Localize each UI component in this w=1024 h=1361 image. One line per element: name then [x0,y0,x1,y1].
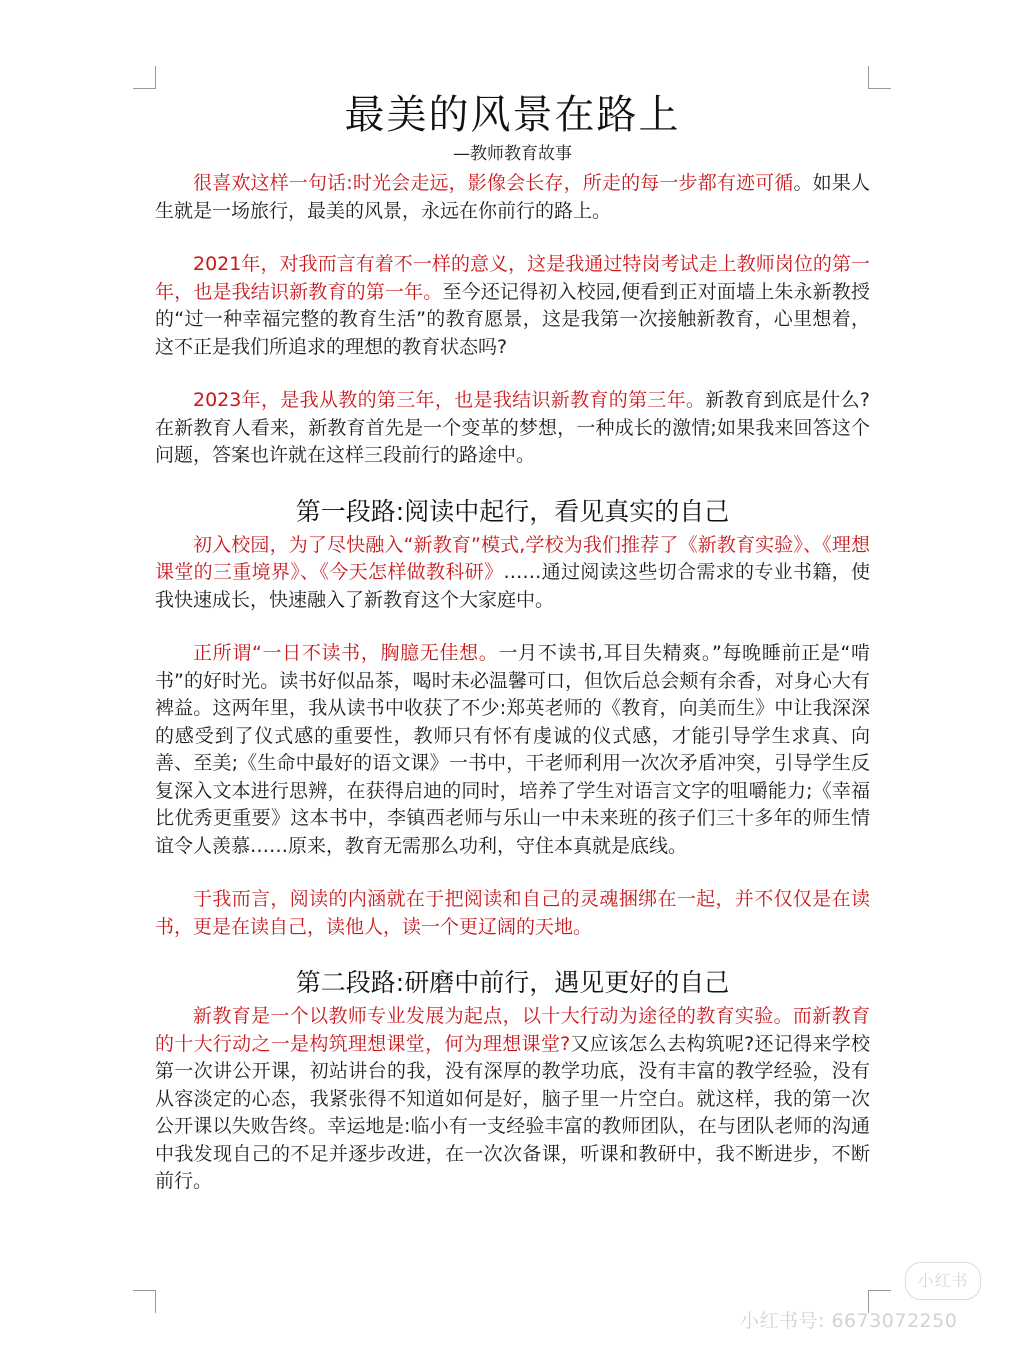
crop-mark-bottom-left [133,1290,156,1313]
intro-paragraph-1 [155,170,870,225]
intro-paragraph-2 [155,251,870,361]
body-text: 又应该怎么去构筑呢?还记得来学校第一次讲公开课，初站讲台的我，没有深厚的教学功底，没有丰富的教学经验，没有从容淡定的心态，我紧张得不知道如何是好，脑子里一片空白。就这样，我的第一次公开课以失败告终。幸运地是:临小有一支经验丰富的教师团队，在与团队老师的沟通中我发现自己的不足并逐步改进，在一次次备课，听课和教研中，我不断进步，不断前行。 [155,1032,870,1192]
section-2-title: 第二段路:研磨中前行，遇见更好的自己 [295,968,730,997]
xiaohongshu-logo-watermark: 小红书 [905,1262,981,1300]
body-text: 。如果人生就是一场旅行，最美的风景，永远在你前行的路上。 [155,172,870,222]
highlight-text: 2021年，对我而言有着不一样的意义，这是我通过特岗考试走上教师岗位的第一年，也是我结识新教育的第一年。 [155,253,870,303]
xiaohongshu-id-watermark: 小红书号: 6673072250 [740,1310,958,1332]
highlight-text: 2023年，是我从教的第三年，也是我结识新教育的第三年。 [193,389,706,411]
section-1-paragraph-1 [155,532,870,615]
highlight-text: 于我而言，阅读的内涵就在于把阅读和自己的灵魂捆绑在一起，并不仅仅是在读书，更是在读自己，读他人，读一个更辽阔的天地。 [155,888,870,938]
body-text: 一月不读书,耳目失精爽。”每晚睡前正是“啃书”的好时光。读书好似品茶，喝时未必温馨可口，但饮后总会颊有余香，对身心大有裨益。这两年里，我从读书中收获了不少:郑英老师的《教育，向美而生》中让我深深的感受到了仪式感的重要性，教师只有怀有虔诚的仪式感，才能引导学生求真、向善、至美;《生命中最好的语文课》一书中，干老师利用一次次矛盾冲突，引导学生反复深入文本进行思辨，在获得启迪的同时，培养了学生对语言文字的咀嚼能力;《幸福比优秀更重要》这本书中，李镇西老师与乐山一中未来班的孩子们三十多年的师生情谊令人羡慕……原来，教育无需那么功利，守住本真就是底线。 [155,642,870,857]
highlight-text: 新教育是一个以教师专业发展为起点，以十大行动为途径的教育实验。而新教育的十大行动之一是构筑理想课堂，何为理想课堂? [155,1005,870,1055]
section-1-title: 第一段路:阅读中起行，看见真实的自己 [295,496,730,526]
intro-paragraph-3 [155,387,870,470]
highlight-text: 正所谓“一日不读书，胸臆无佳想。 [193,642,499,664]
crop-mark-top-right [868,66,891,89]
body-text: ……通过阅读这些切合需求的专业书籍，使我快速成长，快速融入了新教育这个大家庭中。 [155,561,870,611]
document-title: 最美的风景在路上 [344,92,681,138]
section-2-paragraph-1 [155,1003,870,1196]
section-1-paragraph-2 [155,640,870,860]
highlight-text: 初入校园，为了尽快融入“新教育”模式,学校为我们推荐了《新教育实验》、《理想课堂的三重境界》、《今天怎样做教科研》 [155,533,870,583]
body-text: 新教育到底是什么?在新教育人看来，新教育首先是一个变革的梦想，一种成长的激情;如果我来回答这个问题，答案也许就在这样三段前行的路途中。 [155,389,871,466]
document-subtitle: —教师教育故事 [453,144,572,164]
highlight-text: 很喜欢这样一句话:时光会走远，影像会长存，所走的每一步都有迹可循 [193,172,794,194]
body-text: 至今还记得初入校园,便看到正对面墙上朱永新教授的“过一种幸福完整的教育生活”的教育愿景，这是我第一次接触新教育，心里想着，这不正是我们所追求的理想的教育状态吗? [155,280,870,358]
crop-mark-top-left [133,66,156,89]
document-body [155,88,870,1196]
section-1-paragraph-3 [155,886,870,941]
